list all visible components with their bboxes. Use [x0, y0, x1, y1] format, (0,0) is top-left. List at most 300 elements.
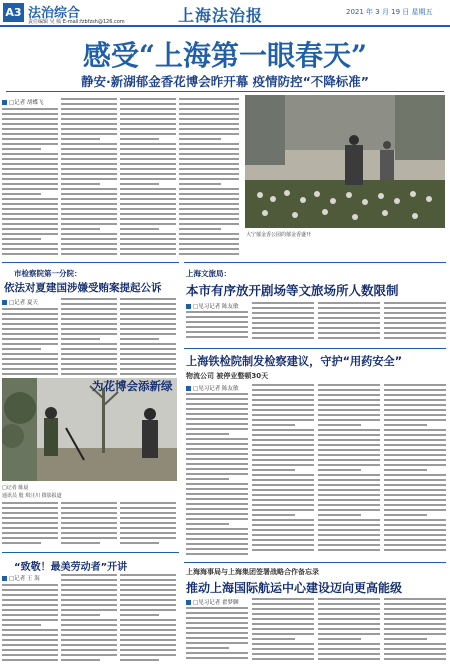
body-text-line: [186, 493, 248, 495]
body-text-line: [186, 336, 248, 338]
body-text-line: [120, 143, 176, 145]
body-text-line: [318, 337, 380, 339]
body-text-line: [2, 363, 58, 365]
body-text-line: [252, 534, 314, 536]
body-text-line: [252, 312, 314, 314]
body-text-line: [384, 464, 446, 466]
body-text-line: [61, 323, 117, 325]
body-text-line: [318, 608, 380, 610]
body-text-line: [384, 424, 427, 426]
body-text-line: [61, 512, 117, 514]
body-text-line: [186, 443, 248, 445]
body-text-line: [252, 608, 314, 610]
body-text-line: [179, 248, 239, 250]
body-text-line: [120, 233, 176, 235]
body-text-line: [2, 183, 58, 185]
body-text-line: [2, 599, 58, 601]
body-text-line: [120, 517, 176, 519]
body-text-line: [318, 439, 380, 441]
body-text-line: [179, 213, 239, 215]
body-text-line: [2, 338, 58, 340]
body-text-line: [318, 544, 380, 546]
body-text-line: [384, 529, 446, 531]
body-text-line: [252, 454, 314, 456]
body-text-line: [384, 643, 446, 645]
body-text-line: [61, 158, 117, 160]
body-text-line: [179, 218, 239, 220]
body-text-line: [318, 322, 380, 324]
body-text-line: [186, 458, 248, 460]
lead-headline: 感受“上海第一眼春天”: [82, 39, 368, 72]
body-text-line: [61, 348, 117, 350]
lead-body-col-1: [2, 108, 58, 258]
body-text-line: [2, 308, 58, 310]
body-text-line: [2, 238, 41, 240]
body-text-line: [2, 333, 58, 335]
body-text-line: [120, 183, 159, 185]
body-text-line: [61, 163, 117, 165]
tourism-body-col-2: [252, 302, 314, 345]
tourism-body-col-1: [186, 311, 248, 345]
body-text-line: [120, 584, 176, 586]
lead-subhead: 静安·新湖郁金香花博会昨开幕 疫情防控“不降标准”: [80, 74, 370, 89]
body-text-line: [318, 638, 361, 640]
body-text-line: [186, 528, 248, 530]
body-text-line: [120, 133, 176, 135]
body-text-line: [252, 409, 314, 411]
body-text-line: [186, 483, 248, 485]
body-text-line: [384, 429, 446, 431]
body-text-line: [120, 594, 176, 596]
body-text-line: [179, 143, 239, 145]
body-text-line: [120, 138, 159, 140]
body-text-line: [186, 657, 248, 659]
body-text-line: [120, 579, 176, 581]
body-text-line: [252, 638, 295, 640]
railway-body-col-4: [384, 384, 446, 558]
body-text-line: [61, 624, 117, 626]
tree-planting-title: 为花博会添新绿: [92, 379, 173, 393]
body-text-line: [318, 469, 361, 471]
body-text-line: [2, 609, 58, 611]
body-text-line: [384, 534, 446, 536]
body-text-line: [179, 163, 239, 165]
shipping-byline: □见习记者 翟梦聊: [186, 598, 238, 606]
body-text-line: [186, 433, 229, 435]
body-text-line: [186, 607, 248, 609]
body-text-line: [384, 603, 446, 605]
body-text-line: [252, 549, 314, 551]
body-text-line: [61, 198, 117, 200]
body-text-line: [252, 322, 314, 324]
body-text-line: [179, 123, 239, 125]
body-text-line: [120, 599, 176, 601]
body-text-line: [120, 158, 176, 160]
body-text-line: [318, 509, 380, 511]
railway-body-col-3: [318, 384, 380, 558]
body-text-line: [120, 507, 176, 509]
body-text-line: [2, 532, 58, 534]
body-text-line: [61, 308, 117, 310]
body-text-line: [186, 428, 248, 430]
body-text-line: [2, 153, 58, 155]
body-text-line: [120, 173, 176, 175]
body-text-line: [120, 604, 176, 606]
tourism-headline: 本市有序放开剧场等文旅场所人数限制: [186, 283, 399, 298]
body-text-line: [120, 368, 176, 370]
body-text-line: [252, 499, 314, 501]
body-text-line: [179, 148, 239, 150]
body-text-line: [61, 333, 117, 335]
body-text-line: [384, 514, 427, 516]
body-text-line: [179, 188, 239, 190]
body-text-line: [252, 613, 314, 615]
body-text-line: [61, 644, 117, 646]
body-text-line: [252, 539, 314, 541]
body-text-line: [252, 327, 314, 329]
body-text-line: [2, 188, 58, 190]
tourism-body-col-4: [384, 302, 446, 345]
body-text-line: [186, 513, 248, 515]
body-text-line: [384, 332, 446, 334]
body-text-line: [120, 659, 159, 661]
body-text-line: [384, 337, 446, 339]
body-text-line: [384, 399, 446, 401]
body-text-line: [120, 208, 176, 210]
body-text-line: [179, 253, 239, 255]
body-text-line: [252, 474, 314, 476]
body-text-line: [318, 317, 380, 319]
body-text-line: [186, 617, 248, 619]
body-text-line: [384, 312, 446, 314]
body-text-line: [120, 308, 176, 310]
body-text-line: [61, 502, 117, 504]
section-title: 法治综合: [28, 6, 81, 21]
body-text-line: [120, 512, 176, 514]
body-text-line: [252, 469, 295, 471]
body-text-line: [179, 128, 239, 130]
body-text-line: [179, 233, 239, 235]
body-text-line: [384, 419, 446, 421]
body-text-line: [318, 464, 380, 466]
body-text-line: [318, 524, 380, 526]
body-text-line: [384, 608, 446, 610]
body-text-line: [179, 183, 221, 185]
body-text-line: [2, 373, 58, 375]
body-text-line: [61, 118, 117, 120]
body-text-line: [61, 338, 100, 340]
body-text-line: [384, 544, 446, 546]
body-text-line: [2, 133, 58, 135]
body-text-line: [120, 238, 176, 240]
railway-body-col-1: [186, 393, 248, 558]
body-text-line: [2, 253, 58, 255]
body-text-line: [2, 213, 58, 215]
tourism-byline: □见习记者 陈友敏: [186, 302, 238, 310]
body-text-line: [61, 148, 117, 150]
body-text-line: [2, 323, 58, 325]
body-text-line: [186, 403, 248, 405]
body-text-line: [186, 652, 248, 654]
body-text-line: [186, 518, 248, 520]
body-text-line: [61, 629, 117, 631]
body-text-line: [252, 544, 314, 546]
body-text-line: [61, 168, 117, 170]
body-text-line: [186, 473, 248, 475]
body-text-line: [318, 628, 380, 630]
body-text-line: [120, 343, 176, 345]
body-text-line: [384, 648, 446, 650]
body-text-line: [2, 158, 58, 160]
body-text-line: [318, 484, 380, 486]
tulip-photo-image: [245, 95, 445, 228]
body-text-line: [318, 332, 380, 334]
body-text-line: [120, 609, 176, 611]
body-text-line: [318, 307, 380, 309]
body-text-line: [384, 504, 446, 506]
body-text-line: [61, 604, 117, 606]
body-text-line: [179, 98, 239, 100]
body-text-line: [61, 654, 117, 656]
body-text-line: [186, 311, 248, 313]
body-text-line: [2, 537, 58, 539]
body-text-line: [61, 542, 100, 544]
body-text-line: [2, 113, 58, 115]
body-text-line: [2, 233, 58, 235]
slogan-headline: “致敬！最美劳动者”开讲: [14, 562, 128, 573]
body-text-line: [2, 148, 41, 150]
body-text-line: [2, 649, 58, 651]
body-text-line: [186, 316, 248, 318]
body-text-line: [120, 243, 176, 245]
body-text-line: [120, 98, 176, 100]
body-text-line: [186, 508, 248, 510]
body-text-line: [2, 163, 58, 165]
body-text-line: [252, 489, 314, 491]
body-text-line: [120, 163, 176, 165]
body-text-line: [61, 599, 117, 601]
law-article-kicker: 市检察院第一分院：: [14, 269, 82, 278]
body-text-line: [186, 622, 248, 624]
body-text-line: [2, 589, 58, 591]
body-text-line: [384, 618, 446, 620]
body-text-line: [252, 332, 314, 334]
body-text-line: [252, 648, 314, 650]
body-text-line: [120, 654, 176, 656]
body-text-line: [61, 639, 117, 641]
lead-body-col-2: [61, 98, 117, 258]
body-text-line: [186, 453, 248, 455]
body-text-line: [318, 603, 380, 605]
body-text-line: [2, 644, 58, 646]
body-text-line: [318, 389, 380, 391]
body-text-line: [61, 659, 100, 661]
body-text-line: [318, 653, 380, 655]
body-text-line: [318, 623, 380, 625]
body-text-line: [61, 358, 117, 360]
body-text-line: [384, 539, 446, 541]
body-text-line: [186, 468, 248, 470]
body-text-line: [252, 628, 314, 630]
body-text-line: [186, 647, 229, 649]
body-text-line: [2, 353, 58, 355]
body-text-line: [179, 203, 239, 205]
body-text-line: [2, 168, 58, 170]
body-text-line: [384, 524, 446, 526]
body-text-line: [2, 522, 58, 524]
body-text-line: [2, 542, 41, 544]
body-text-line: [61, 527, 117, 529]
body-text-line: [120, 537, 176, 539]
body-text-line: [179, 133, 239, 135]
body-text-line: [120, 313, 176, 315]
tree-body-col-2: [61, 502, 117, 550]
body-text-line: [2, 198, 58, 200]
left-divider: [2, 262, 179, 263]
body-text-line: [186, 398, 248, 400]
body-text-line: [318, 444, 380, 446]
shipping-body-col-1: [186, 607, 248, 664]
body-text-line: [2, 614, 58, 616]
body-text-line: [2, 527, 58, 529]
body-text-line: [186, 538, 248, 540]
railway-byline: □见习记者 陈友敏: [186, 384, 238, 392]
body-text-line: [384, 613, 446, 615]
body-text-line: [120, 248, 176, 250]
body-text-line: [61, 634, 117, 636]
tree-body-col-1: [2, 502, 58, 550]
body-text-line: [120, 178, 176, 180]
body-text-line: [61, 318, 117, 320]
body-text-line: [384, 322, 446, 324]
body-text-line: [252, 598, 314, 600]
body-text-line: [384, 489, 446, 491]
body-text-line: [384, 404, 446, 406]
lead-body-col-3: [120, 98, 176, 258]
body-text-line: [61, 368, 117, 370]
body-text-line: [318, 504, 380, 506]
slogan-divider: [2, 552, 179, 553]
body-text-line: [61, 228, 100, 230]
body-text-line: [179, 113, 239, 115]
body-text-line: [384, 384, 446, 386]
body-text-line: [2, 629, 58, 631]
body-text-line: [252, 603, 314, 605]
body-text-line: [61, 343, 117, 345]
body-text-line: [318, 394, 380, 396]
body-text-line: [2, 517, 58, 519]
body-text-line: [61, 579, 117, 581]
body-text-line: [252, 449, 314, 451]
body-text-line: [252, 399, 314, 401]
body-text-line: [2, 604, 58, 606]
body-text-line: [61, 183, 100, 185]
body-text-line: [120, 574, 176, 576]
body-text-line: [384, 479, 446, 481]
body-text-line: [120, 589, 176, 591]
body-text-line: [61, 594, 117, 596]
body-text-line: [384, 623, 446, 625]
body-text-line: [252, 519, 314, 521]
body-text-line: [2, 502, 58, 504]
body-text-line: [61, 203, 117, 205]
body-text-line: [186, 612, 248, 614]
body-text-line: [2, 178, 58, 180]
body-text-line: [2, 507, 58, 509]
page-number-badge: A3: [3, 3, 24, 22]
body-text-line: [2, 313, 58, 315]
editor-credits: 责任编辑 吴 嫣 E-mail:fzbfzsh@126.com: [28, 19, 125, 25]
body-text-line: [61, 353, 117, 355]
shipping-body-col-3: [318, 598, 380, 664]
body-text-line: [2, 123, 58, 125]
body-text-line: [120, 118, 176, 120]
body-text-line: [384, 444, 446, 446]
body-text-line: [384, 409, 446, 411]
body-text-line: [252, 524, 314, 526]
tulip-photo: [245, 95, 445, 228]
body-text-line: [318, 633, 380, 635]
body-text-line: [318, 618, 380, 620]
shipping-body-col-4: [384, 598, 446, 664]
body-text-line: [61, 103, 117, 105]
lead-byline: □记者 胡蝶飞: [2, 98, 43, 106]
body-text-line: [186, 543, 248, 545]
body-text-line: [61, 313, 117, 315]
body-text-line: [318, 598, 380, 600]
body-text-line: [384, 658, 446, 660]
body-text-line: [252, 404, 314, 406]
body-text-line: [120, 323, 176, 325]
body-text-line: [179, 168, 239, 170]
body-text-line: [186, 523, 229, 525]
body-text-line: [179, 173, 239, 175]
slogan-body-col-2: [61, 574, 117, 664]
body-text-line: [179, 193, 239, 195]
body-text-line: [2, 624, 41, 626]
body-text-line: [2, 318, 58, 320]
body-text-line: [318, 449, 380, 451]
body-text-line: [252, 414, 314, 416]
body-text-line: [61, 193, 117, 195]
body-text-line: [186, 423, 248, 425]
body-text-line: [318, 499, 380, 501]
body-text-line: [61, 238, 117, 240]
body-text-line: [318, 529, 380, 531]
body-text-line: [318, 658, 380, 660]
body-text-line: [61, 574, 117, 576]
body-text-line: [61, 584, 117, 586]
shipping-kicker: 上海海事局与上海集团签署战略合作备忘录: [186, 568, 319, 576]
body-text-line: [120, 253, 176, 255]
body-text-line: [252, 434, 314, 436]
lead-divider: [6, 91, 444, 92]
body-text-line: [61, 153, 117, 155]
body-text-line: [252, 484, 314, 486]
body-text-line: [61, 138, 100, 140]
body-text-line: [2, 138, 58, 140]
body-text-line: [318, 494, 380, 496]
body-text-line: [318, 409, 380, 411]
body-text-line: [186, 503, 248, 505]
body-text-line: [318, 648, 380, 650]
body-text-line: [384, 494, 446, 496]
body-text-line: [2, 223, 58, 225]
body-text-line: [120, 108, 176, 110]
body-text-line: [61, 609, 117, 611]
body-text-line: [120, 103, 176, 105]
body-text-line: [186, 438, 248, 440]
